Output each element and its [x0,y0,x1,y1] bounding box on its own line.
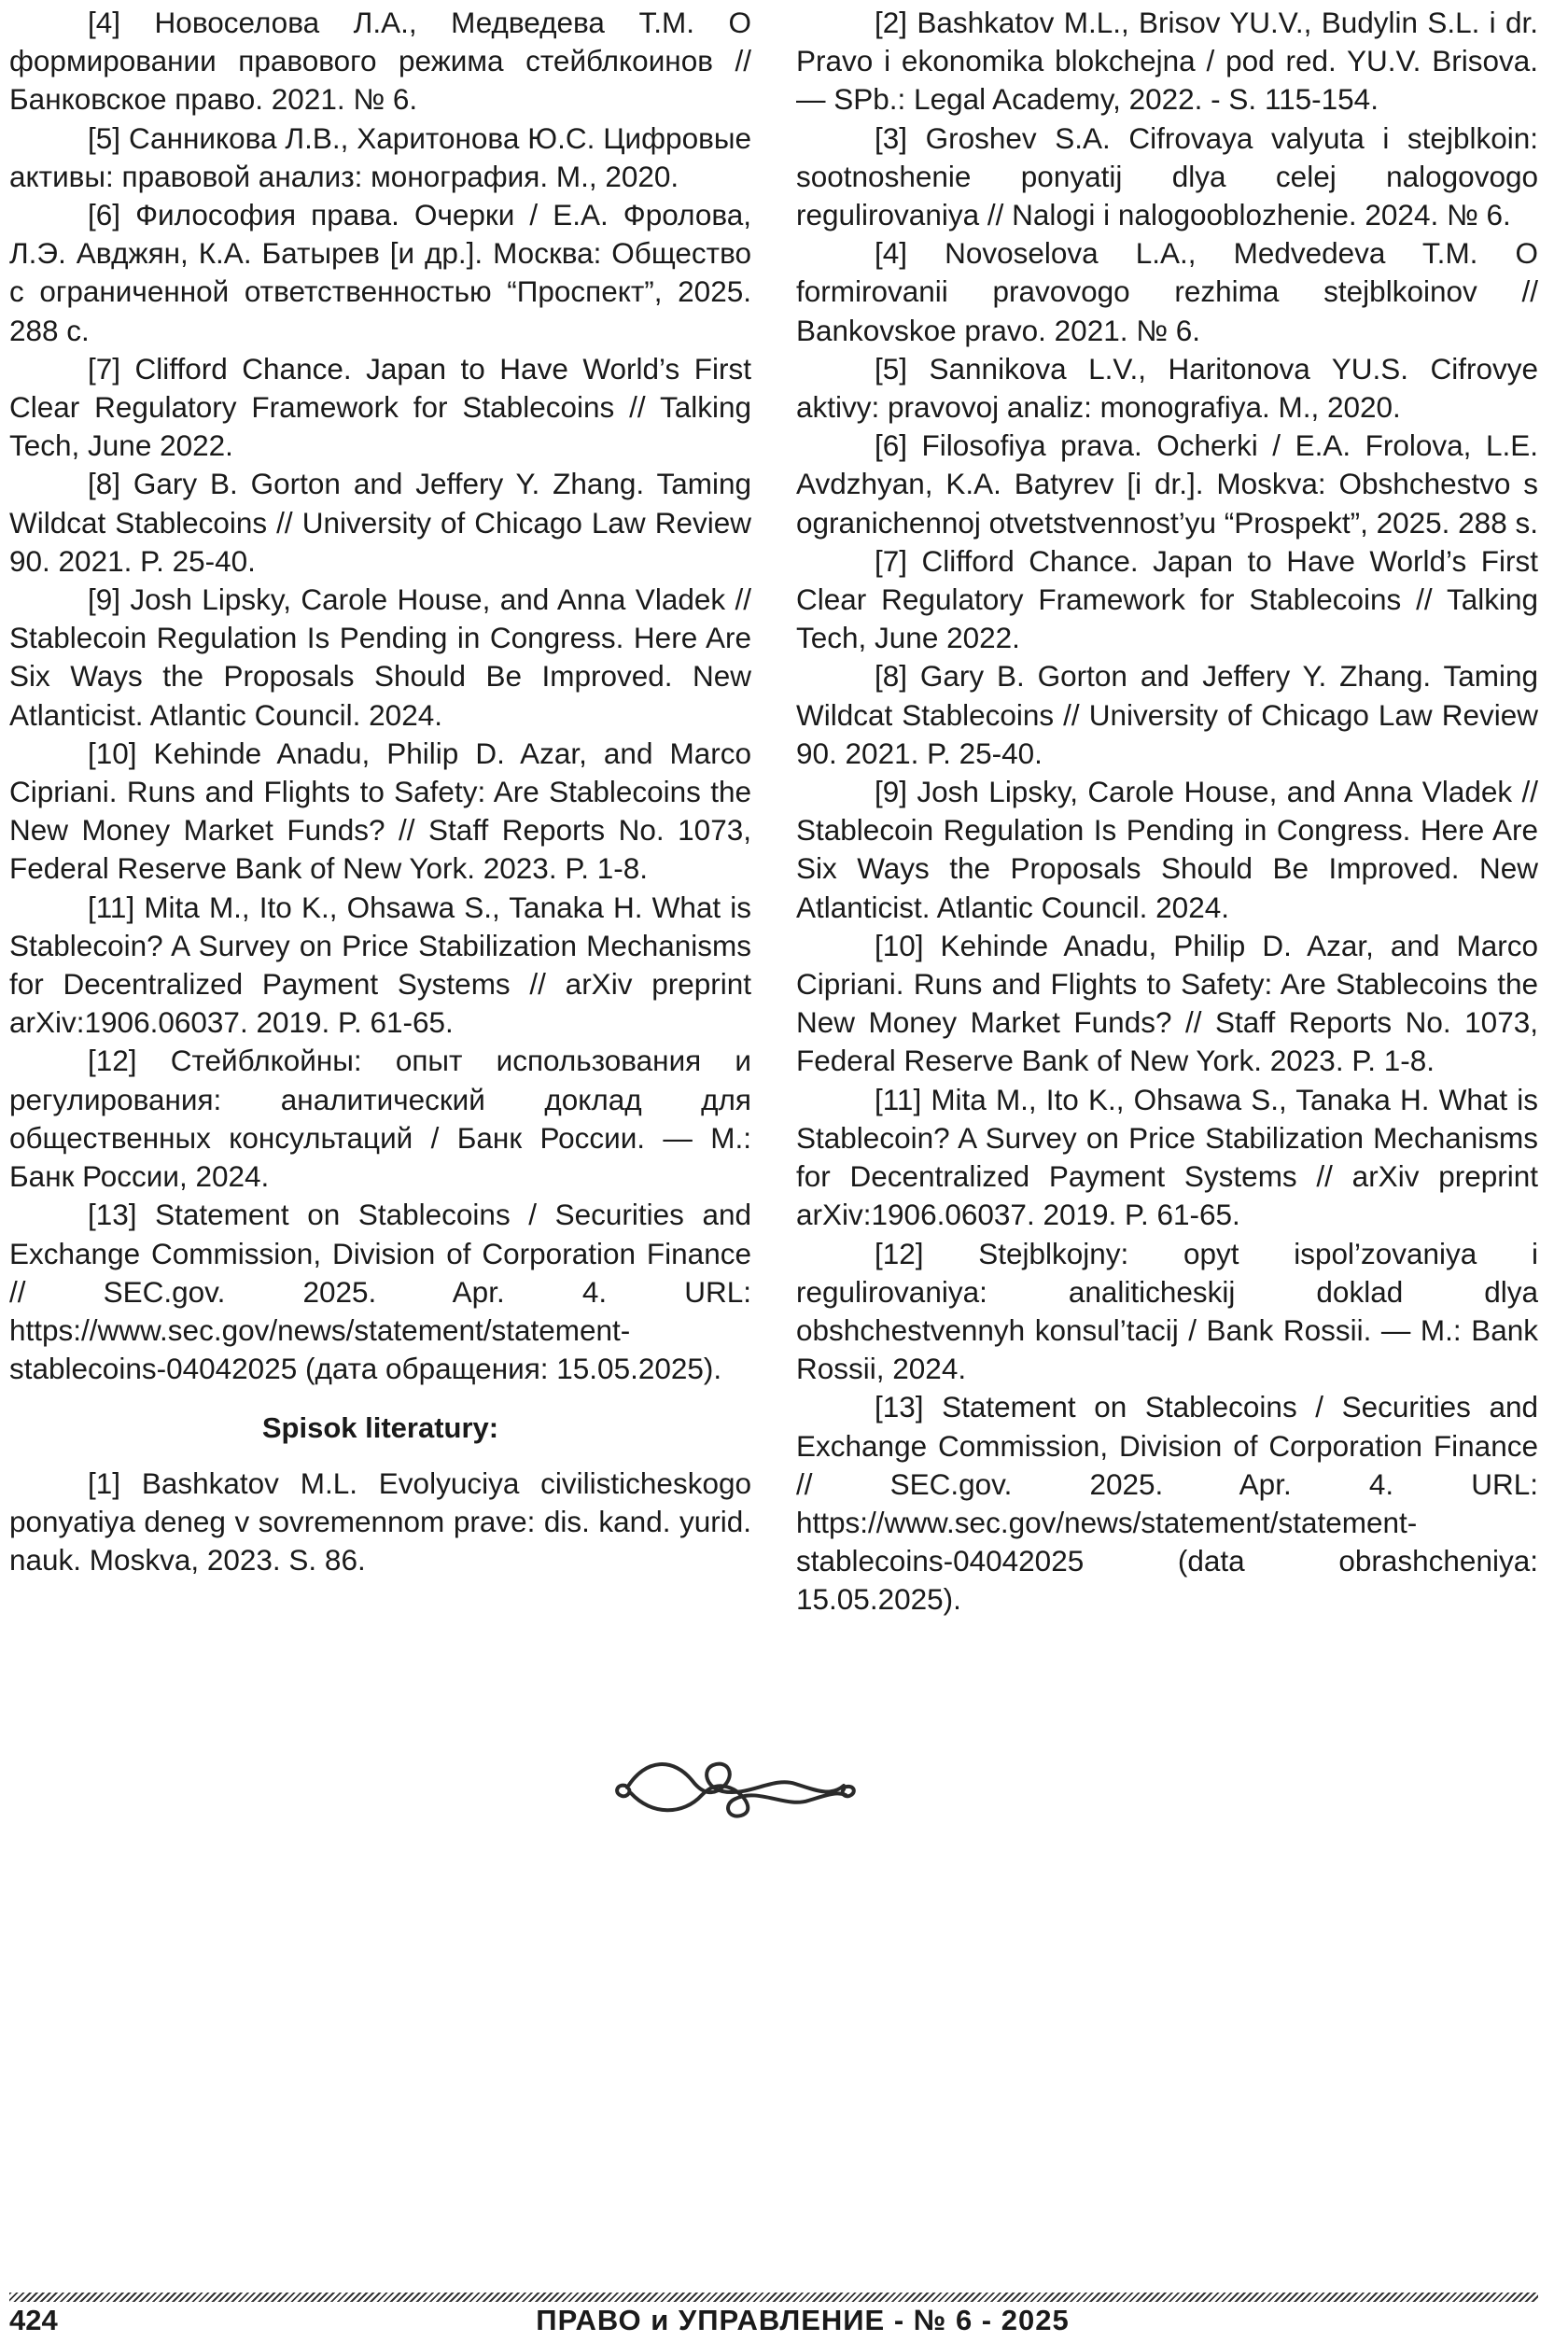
reference-item: [6] Философия права. Очерки / Е.А. Фролова, Л.Э. Авджян, К.А. Батырев [и др.]. Москва: Общество с ограниченной ответственностью “Проспект”, 2025. 288 с. [9,198,751,347]
reference-item: [1] Bashkatov M.L. Evolyuciya civilisticheskogo ponyatiya deneg v sovremennom prave: dis. kand. yurid. nauk. Moskva, 2023. S. 86. [9,1466,751,1577]
right-column [796,4,1538,1620]
reference-item: [7] Clifford Chance. Japan to Have World’s First Clear Regulatory Framework for Stablecoins // Talking Tech, June 2022. [9,351,751,463]
reference-item: [5] Санникова Л.В., Харитонова Ю.С. Цифровые активы: правовой анализ: монография. М., 2020. [9,120,751,193]
reference-item: [13] Statement on Stablecoins / Securities and Exchange Commission, Division of Corporation Finance // SEC.gov. 2025. Apr. 4. URL: https://www.sec.gov/news/statement/statement-stablecoins-04042025 (data obrashcheniya: 15.05.2025). [796,1390,1538,1617]
reference-item: [4] Novoselova L.A., Medvedeva T.M. O formirovanii pravovogo rezhima stejblkoinov // Bankovskoe pravo. 2021. № 6. [796,236,1538,347]
reference-item: [10] Kehinde Anadu, Philip D. Azar, and Marco Cipriani. Runs and Flights to Safety: Are Stablecoins the New Money Market Funds? // Staff Reports No. 1073, Federal Reserve Bank of New York. 2023. P. 1-8. [9,736,751,886]
reference-item: [8] Gary B. Gorton and Jeffery Y. Zhang. Taming Wildcat Stablecoins // University of Chicago Law Review 90. 2021. P. 25-40. [796,659,1538,770]
page-number: 424 [9,2304,58,2336]
reference-item: [12] Стейблкойны: опыт использования и регулирования: аналитический доклад для общественных консультаций / Банк России. — М.: Банк России, 2024. [9,1044,751,1194]
reference-list-continued [9,4,751,1388]
reference-item: [8] Gary B. Gorton and Jeffery Y. Zhang. Taming Wildcat Stablecoins // University of Chicago Law Review 90. 2021. P. 25-40. [9,467,751,578]
reference-item: [3] Groshev S.A. Cifrovaya valyuta i stejblkoin: sootnoshenie ponyatij dlya celej nalogovogo regulirovaniya // Nalogi i nalogooblozhenie. 2024. № 6. [796,120,1538,232]
reference-item: [4] Новоселова Л.А., Медведева Т.М. О формировании правового режима стейблкоинов // Банковское право. 2021. № 6. [9,6,751,117]
reference-item: [5] Sannikova L.V., Haritonova YU.S. Cifrovye aktivy: pravovoj analiz: monografiya. M., 2020. [796,351,1538,425]
reference-item: [9] Josh Lipsky, Carole House, and Anna Vladek // Stablecoin Regulation Is Pending in Congress. Here Are Six Ways the Proposals Should Be Improved. New Atlanticist. Atlantic Council. 2024. [796,775,1538,924]
transliterated-reference-list [9,1465,751,1580]
reference-item: [7] Clifford Chance. Japan to Have World’s First Clear Regulatory Framework for Stablecoins // Talking Tech, June 2022. [796,543,1538,655]
reference-item: [2] Bashkatov M.L., Brisov YU.V., Budylin S.L. i dr. Pravo i ekonomika blokchejna / pod red. YU.V. Brisova. — SPb.: Legal Academy, 2022. - S. 115-154. [796,6,1538,117]
reference-item: [12] Stejblkojny: opyt ispol’zovaniya i regulirovaniya: analiticheskij doklad dlya obshchestvennyh konsul’tacij / Bank Rossii. — M.: Bank Rossii, 2024. [796,1236,1538,1386]
reference-item: [9] Josh Lipsky, Carole House, and Anna Vladek // Stablecoin Regulation Is Pending in Congress. Here Are Six Ways the Proposals Should Be Improved. New Atlanticist. Atlantic Council. 2024. [9,582,751,732]
reference-item: [10] Kehinde Anadu, Philip D. Azar, and Marco Cipriani. Runs and Flights to Safety: Are Stablecoins the New Money Market Funds? // Staff Reports No. 1073, Federal Reserve Bank of New York. 2023. P. 1-8. [796,928,1538,1078]
reference-item: [11] Mita M., Ito K., Ohsawa S., Tanaka H. What is Stablecoin? A Survey on Price Stabilization Mechanisms for Decentralized Payment Systems // arXiv preprint arXiv:1906.06037. 2019. P. 61-65. [796,1082,1538,1232]
references-heading: Spisok literatury: [261,1411,499,1445]
left-column [9,4,751,1579]
reference-item: [13] Statement on Stablecoins / Securities and Exchange Commission, Division of Corporation Finance // SEC.gov. 2025. Apr. 4. URL: https://www.sec.gov/news/statement/statement-stablecoins-04042025 (дата обращения: 15.05.2025). [9,1198,751,1386]
reference-item: [6] Filosofiya prava. Ocherki / E.A. Frolova, L.E. Avdzhyan, K.A. Batyrev [i dr.]. Moskva: Obshchestvo s ogranichennoj otvetstvennost’yu “Prospekt”, 2025. 288 s. [796,428,1538,540]
reference-item: [11] Mita M., Ito K., Ohsawa S., Tanaka H. What is Stablecoin? A Survey on Price Stabilization Mechanisms for Decentralized Payment Systems // arXiv preprint arXiv:1906.06037. 2019. P. 61-65. [9,890,751,1040]
journal-footer-title: ПРАВО и УПРАВЛЕНИЕ - № 6 - 2025 [536,2304,1070,2336]
flourish-ornament-icon [609,1739,861,1832]
footer-rule [9,2293,1538,2302]
